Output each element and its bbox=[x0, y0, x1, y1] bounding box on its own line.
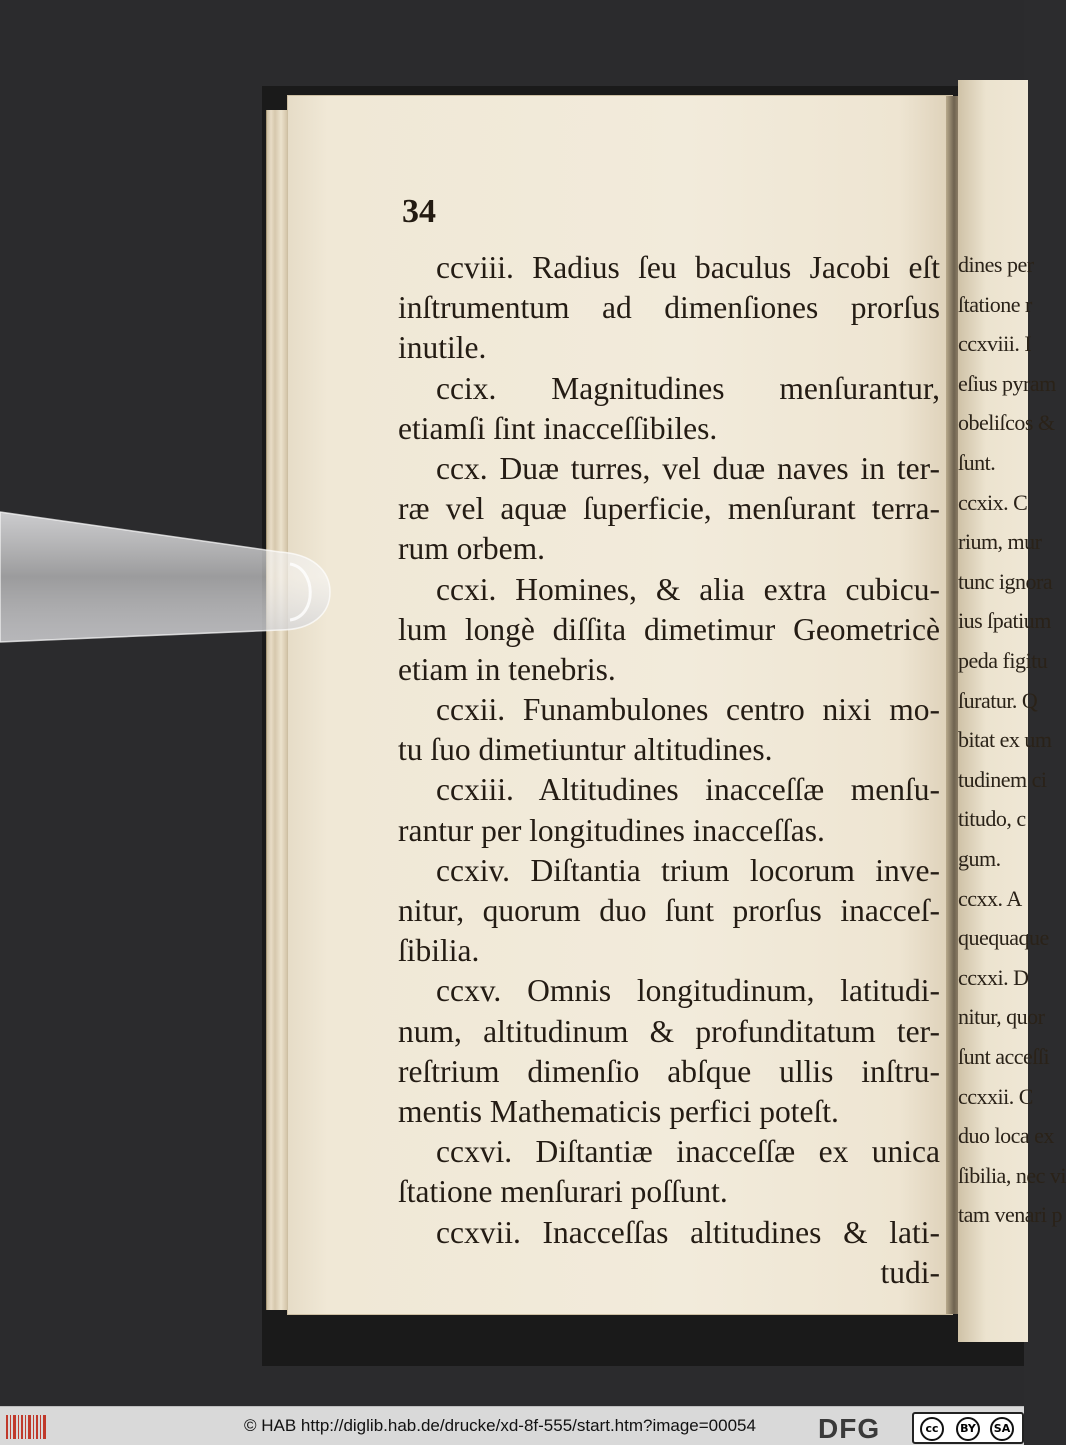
barcode-icon bbox=[6, 1415, 48, 1439]
right-page-line: ccxviii. I bbox=[958, 331, 1032, 357]
right-page-line: peda figitu bbox=[958, 648, 1048, 673]
text-line: ccxvii. Inacceſſas altitudines & lati- bbox=[436, 1214, 940, 1250]
by-icon: BY bbox=[956, 1417, 980, 1441]
page-text-block bbox=[398, 248, 940, 1293]
text-line: mentis Mathematicis perfici poteſt. bbox=[398, 1093, 839, 1129]
right-page-line: duo loca ex bbox=[958, 1123, 1054, 1149]
text-line: ræ vel aquæ ſuperficie, menſurant terra- bbox=[398, 491, 940, 527]
right-page-line: obeliſcos & bbox=[958, 410, 1055, 436]
right-page-line: ccxxii. C bbox=[958, 1083, 1033, 1109]
text-line: tu ſuo dimetiuntur altitudines. bbox=[398, 732, 773, 768]
right-page-line: bitat ex um bbox=[958, 727, 1052, 753]
text-line: num, altitudinum & profunditatum ter- bbox=[398, 1013, 940, 1049]
right-page-line: rium, mur bbox=[958, 529, 1042, 555]
cc-icon: cc bbox=[920, 1417, 944, 1441]
right-page-line: eſius pyram bbox=[958, 370, 1056, 396]
text-line: ccxii. Funambulones centro nixi mo- bbox=[436, 692, 940, 728]
text-line: ccxiv. Diſtantia trium locorum inve- bbox=[436, 852, 940, 888]
viewer-footer-bar bbox=[0, 1406, 1024, 1445]
text-line: lum longè diſſita dimetimur Geometricè bbox=[398, 611, 940, 647]
sa-icon: SA bbox=[990, 1417, 1014, 1441]
right-page-line: tam venari p bbox=[958, 1202, 1062, 1228]
right-page-fragment bbox=[958, 80, 1066, 1342]
right-page-line: ius ſpatium bbox=[958, 608, 1051, 634]
right-page-line: gum. bbox=[958, 846, 1001, 871]
text-line: ccxiii. Altitudines inacceſſæ menſu- bbox=[436, 772, 940, 808]
text-line: rum orbem. bbox=[398, 531, 545, 567]
text-line: etiamſi ſint inacceſſibiles. bbox=[398, 410, 718, 446]
right-page-line: nitur, quor bbox=[958, 1004, 1045, 1030]
book-clamp-slider bbox=[0, 512, 330, 642]
right-page-line: ſibilia, nec vi bbox=[958, 1162, 1066, 1188]
text-line: inſtrumentum ad dimenſiones prorſus bbox=[398, 290, 940, 326]
text-line: ccx. Duæ turres, vel duæ naves in ter- bbox=[436, 450, 940, 486]
right-page-line: ccxx. A bbox=[958, 885, 1022, 911]
right-page-line: tunc ignora bbox=[958, 568, 1053, 594]
text-line: ccix. Magnitudines menſurantur, bbox=[436, 370, 940, 406]
text-line: tudi- bbox=[880, 1254, 940, 1290]
license-badge[interactable] bbox=[912, 1412, 1024, 1444]
text-line: ccxi. Homines, & alia extra cubicu- bbox=[436, 571, 940, 607]
dfg-logo: DFG bbox=[818, 1413, 881, 1444]
right-page-line: tudinem ci bbox=[958, 766, 1047, 792]
right-page-line: dines per bbox=[958, 252, 1034, 277]
right-page-line: quequaque bbox=[958, 925, 1049, 951]
text-line: ccviii. Radius ſeu baculus Jacobi eſt bbox=[436, 250, 940, 285]
right-page-line: titudo, c bbox=[958, 806, 1026, 832]
text-line: reſtrium dimenſio abſque ullis inſtru- bbox=[398, 1053, 940, 1089]
right-page-line: ccxix. C bbox=[958, 489, 1028, 515]
text-line: ccxv. Omnis longitudinum, latitudi- bbox=[436, 973, 940, 1009]
attribution-link[interactable]: © HAB http://diglib.hab.de/drucke/xd-8f-555/start.htm?image=00054 bbox=[244, 1416, 756, 1435]
page-number: 34 bbox=[402, 193, 436, 230]
text-line: etiam in tenebris. bbox=[398, 651, 616, 687]
text-line: inutile. bbox=[398, 330, 487, 366]
right-page-line: ſtatione r bbox=[958, 291, 1032, 317]
right-page-line: ſuratur. Q bbox=[958, 687, 1038, 713]
right-page-line: ccxxi. D bbox=[958, 964, 1029, 990]
text-line: rantur per longitudines inacceſſas. bbox=[398, 812, 825, 848]
right-page-line: ſunt acceſſi bbox=[958, 1044, 1050, 1069]
text-line: ſibilia. bbox=[398, 933, 480, 969]
text-line: ccxvi. Diſtantiæ inacceſſæ ex unica bbox=[436, 1134, 940, 1170]
right-page-line: ſunt. bbox=[958, 450, 996, 475]
text-line: ſtatione menſurari poſſunt. bbox=[398, 1174, 728, 1210]
text-line: nitur, quorum duo ſunt prorſus inacceſ- bbox=[398, 893, 940, 928]
